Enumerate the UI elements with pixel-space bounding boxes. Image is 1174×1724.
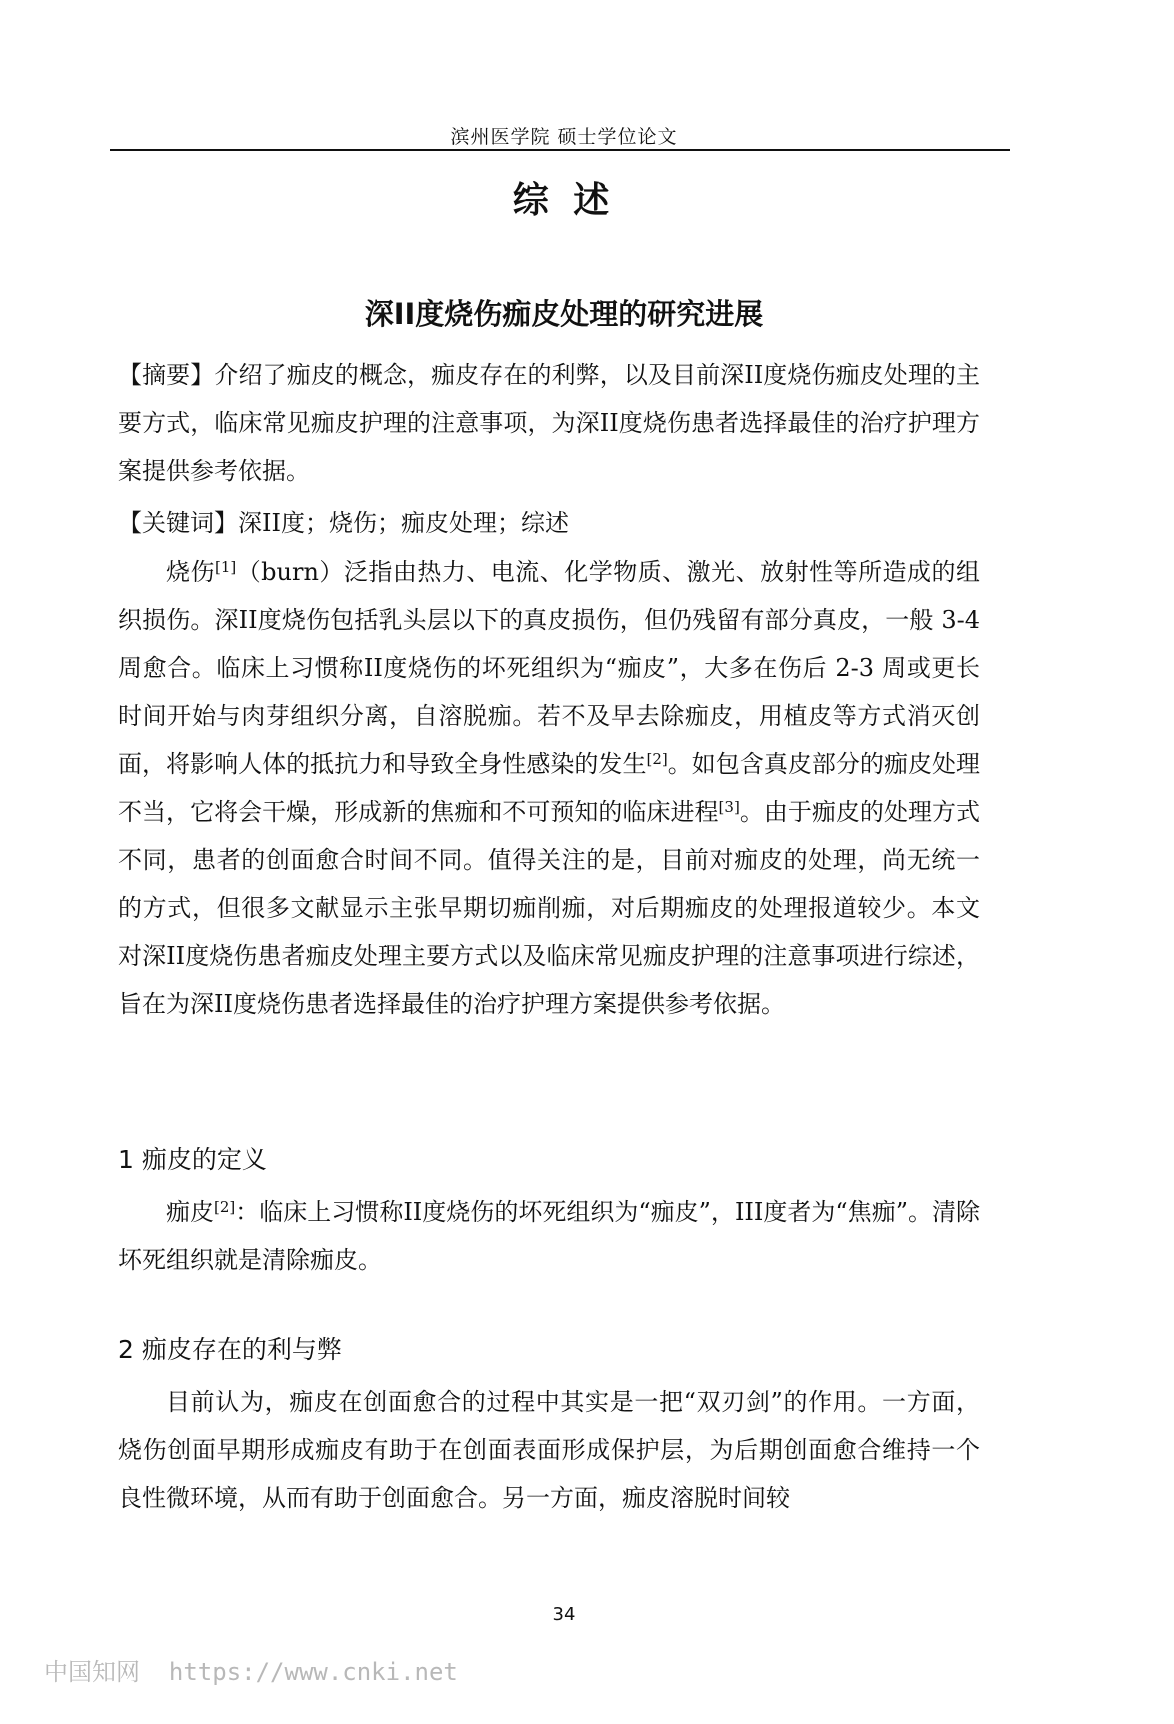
intro-text-3: 。如包含真皮部分的痂皮处理不当，它将会干燥，形成新的焦痂和不可预知的临床进程 [118, 750, 981, 826]
abstract-label: 【摘要】 [118, 361, 215, 389]
intro-paragraph [118, 548, 980, 1028]
header-rule [110, 149, 1010, 151]
citation: [1] [214, 558, 237, 576]
page-number: 34 [552, 1604, 576, 1625]
keywords [118, 503, 980, 543]
section-1-text-2: ：临床上习惯称II度烧伤的坏死组织为“痂皮”，III度者为“焦痂”。清除坏死组织就是清除痂皮。 [118, 1198, 980, 1274]
section-2-paragraph: 目前认为，痂皮在创面愈合的过程中其实是一把“双刃剑”的作用。一方面，烧伤创面早期形成痂皮有助于在创面表面形成保护层，为后期创面愈合维持一个良性微环境，从而有助于创面愈合。另一方面，痂皮溶脱时间较 [118, 1388, 980, 1512]
section-1-paragraph [118, 1188, 980, 1284]
keywords-text: 深II度；烧伤；痂皮处理；综述 [238, 509, 569, 537]
citation: [2] [214, 1198, 236, 1216]
section-title: 综 述 [512, 180, 616, 221]
abstract-text: 介绍了痂皮的概念，痂皮存在的利弊，以及目前深II度烧伤痂皮处理的主要方式，临床常见痂皮护理的注意事项，为深II度烧伤患者选择最佳的治疗护理方案提供参考依据。 [118, 361, 981, 485]
section-1-heading: 1 痂皮的定义 [118, 1145, 267, 1174]
section-2-heading: 2 痂皮存在的利与弊 [118, 1335, 342, 1364]
intro-text-2: （burn）泛指由热力、电流、化学物质、激光、放射性等所造成的组织损伤。深II度烧伤包括乳头层以下的真皮损伤，但仍残留有部分真皮，一般 3-4 周愈合。临床上习惯称II度烧伤的坏死组织为“痂皮”，大多在伤后 2-3 周或更长时间开始与肉芽组织分离，自溶脱痂。若不及早去除痂皮，用植皮等方式消灭创面，将影响人体的抵抗力和导致全身性感染的发生 [118, 558, 980, 778]
section-1-text-1: 痂皮 [166, 1198, 215, 1226]
abstract [118, 351, 980, 495]
running-header: 滨州医学院 硕士学位论文 [450, 126, 678, 148]
paper-title: 深II度烧伤痂皮处理的研究进展 [364, 297, 764, 331]
cnki-watermark: 中国知网 https://www.cnki.net [44, 1658, 458, 1686]
intro-text-4: 。由于痂皮的处理方式不同，患者的创面愈合时间不同。值得关注的是，目前对痂皮的处理，尚无统一的方式，但很多文献显示主张早期切痂削痂，对后期痂皮的处理报道较少。本文对深II度烧伤患者痂皮处理主要方式以及临床常见痂皮护理的注意事项进行综述，旨在为深II度烧伤患者选择最佳的治疗护理方案提供参考依据。 [118, 798, 981, 1018]
intro-text-1: 烧伤 [166, 558, 215, 586]
keywords-label: 【关键词】 [118, 509, 238, 537]
citation: [2] [646, 750, 668, 768]
citation: [3] [718, 798, 740, 816]
